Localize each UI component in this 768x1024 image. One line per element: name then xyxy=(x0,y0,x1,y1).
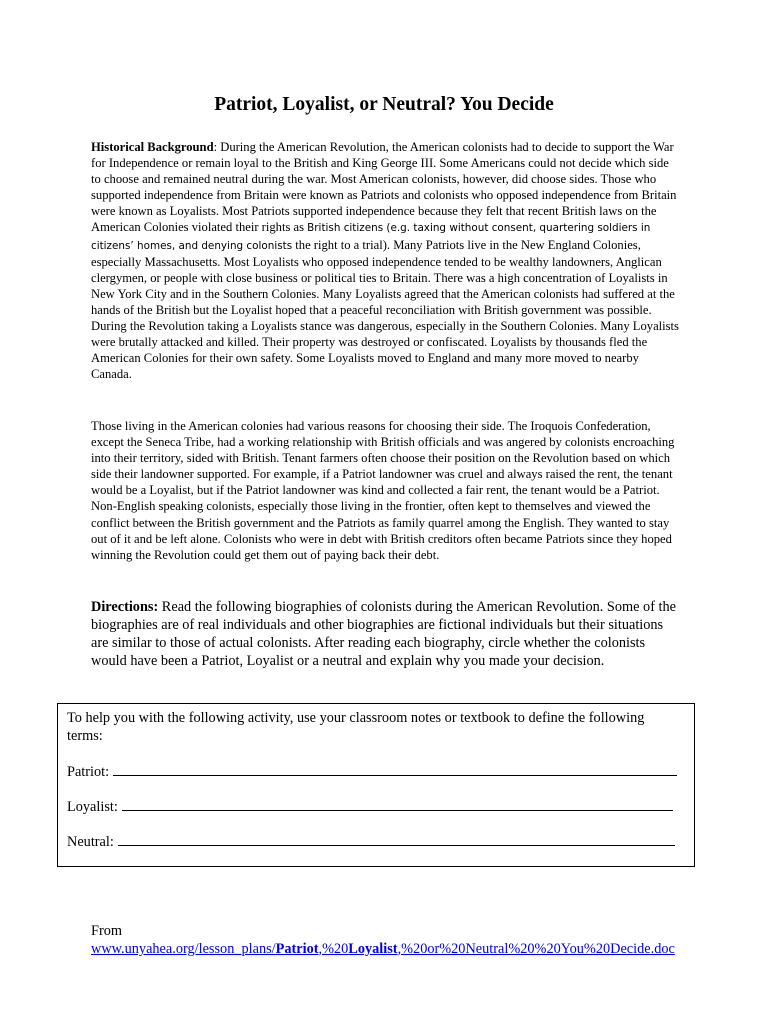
source-citation xyxy=(91,922,691,958)
neutral-label: Neutral: xyxy=(67,834,114,850)
background-text-b: the right to a trial). Many Patriots live in the New England Colonies, especially Massachusetts. Most Loyalists who opposed independence tended to be wealthy landowners, Anglican clergymen, or people with close business or political ties to Britain. There was a high concentration of Loyalists in New York City and in the Southern Colonies. Many Loyalists agreed that the American colonists had suffered at the hands of the British but the Loyalist hoped that a peaceful reconciliation with British government was possible. During the Revolution taking a Loyalists stance was dangerous, especially in the Southern Colonies. Many Loyalists were brutally attacked and killed. Their property was destroyed or confiscated. Loyalists by thousands fled the American Colonies for their own safety. Some Loyalists moved to England and many more moved to nearby Canada. xyxy=(91,237,679,382)
loyalist-definition-row xyxy=(67,798,673,816)
loyalist-label: Loyalist: xyxy=(67,799,118,815)
source-label: From xyxy=(91,923,122,939)
neutral-definition-row xyxy=(67,833,675,851)
terms-intro: To help you with the following activity, use your classroom notes or textbook to define the following terms: xyxy=(67,710,645,744)
directions-label: Directions: xyxy=(91,599,159,615)
directions-text: Read the following biographies of colonists during the American Revolution. Some of the biographies are of real individuals and other biographies are fictional individuals but their situations are similar to those of actual colonists. After reading each biography, circle whether the colonists would have been a Patriot, Loyalist or a neutral and explain why you made your decision. xyxy=(91,599,677,669)
source-link-suffix: ,%20or%20Neutral%20%20You%20Decide.doc xyxy=(397,941,675,957)
source-link-mid: ,%20 xyxy=(318,941,349,957)
loyalist-answer-line[interactable] xyxy=(122,798,673,811)
background-label: Historical Background xyxy=(91,140,214,154)
directions-paragraph xyxy=(91,598,681,670)
source-link-bold-loyalist: Loyalist xyxy=(348,941,398,957)
patriot-label: Patriot: xyxy=(67,764,110,780)
neutral-answer-line[interactable] xyxy=(118,833,675,846)
historical-background-paragraph xyxy=(91,139,679,382)
source-link[interactable] xyxy=(91,940,691,958)
reasons-paragraph: Those living in the American colonies had various reasons for choosing their side. The Iroquois Confederation, except the Seneca Tribe, had a working relationship with British officials and was angered by colonists encroaching into their territory, sided with British. Tenant farmers often choose their position on the Revolution based on which side their landowner supported. For example, if a Patriot landowner was cruel and always raised the rent, the tenant would be a Loyalist, but if the Patriot landowner was kind and collected a fair rent, the tenant would be a Patriot. Non-English speaking colonists, especially those living in the frontier, often kept to themselves and viewed the conflict between the British government and the Patriots as family quarrel among the English. They wanted to stay out of it and be left alone. Colonists who were in debt with British creditors often became Patriots since they hoped winning the Revolution could get them out of paying back their debt. xyxy=(91,419,675,562)
page-title: Patriot, Loyalist, or Neutral? You Decide xyxy=(214,94,554,115)
background-text-a: : During the American Revolution, the American colonists had to decide to support the War for Independence or remain loyal to the British and King George III. Some Americans could not decide which side to choose and remained neutral during the war. Most American colonists, however, did choose sides. Those who supported independence from Britain were known as Patriots and colonists who opposed independence from Britain were known as Loyalists. Most Patriots supported independence because they felt that recent British laws on the American Colonies violated their rights as xyxy=(91,140,677,235)
background-text-alt: British citizens (e.g. taxing without consent, quartering soldiers in citizens’ homes, and denying colonists xyxy=(91,222,651,252)
terms-box xyxy=(57,703,695,867)
patriot-definition-row xyxy=(67,763,677,781)
source-link-prefix: www.unyahea.org/lesson_plans/ xyxy=(91,941,276,957)
source-link-bold-patriot: Patriot xyxy=(275,941,319,957)
patriot-answer-line[interactable] xyxy=(113,763,677,776)
